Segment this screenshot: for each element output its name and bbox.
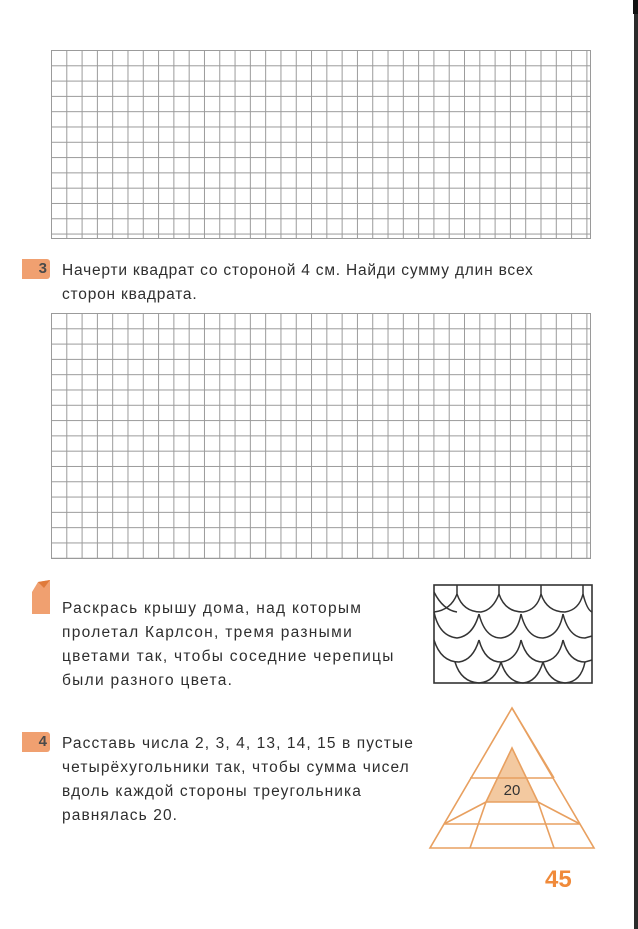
page-number: 45 (545, 866, 572, 893)
number-triangle-puzzle[interactable] (426, 706, 598, 852)
grid-area-top[interactable] (51, 50, 591, 239)
pencil-icon (30, 578, 52, 614)
karlson-task-text: Раскрась крышу дома, над которым пролетал Карлсон, тремя разными цветами так, чтобы соседние черепицы были разного цвета. (62, 600, 395, 689)
triangle-center-value: 20 (503, 782, 521, 799)
roof-tiles-illustration[interactable] (433, 584, 593, 684)
page-edge (634, 0, 638, 929)
page-edge-mark (633, 0, 638, 14)
task-number-badge-3: 3 (22, 259, 50, 279)
task-3-text: Начерти квадрат со стороной 4 см. Найди сумму длин всех сторон квадрата. (62, 262, 534, 303)
task-number-badge-4: 4 (22, 732, 50, 752)
grid-area-square[interactable] (51, 313, 591, 559)
task-4-text: Расставь числа 2, 3, 4, 13, 14, 15 в пустые четырёхугольники так, чтобы сумма чисел вдоль каждой стороны треугольника равнялась 20. (62, 735, 414, 824)
